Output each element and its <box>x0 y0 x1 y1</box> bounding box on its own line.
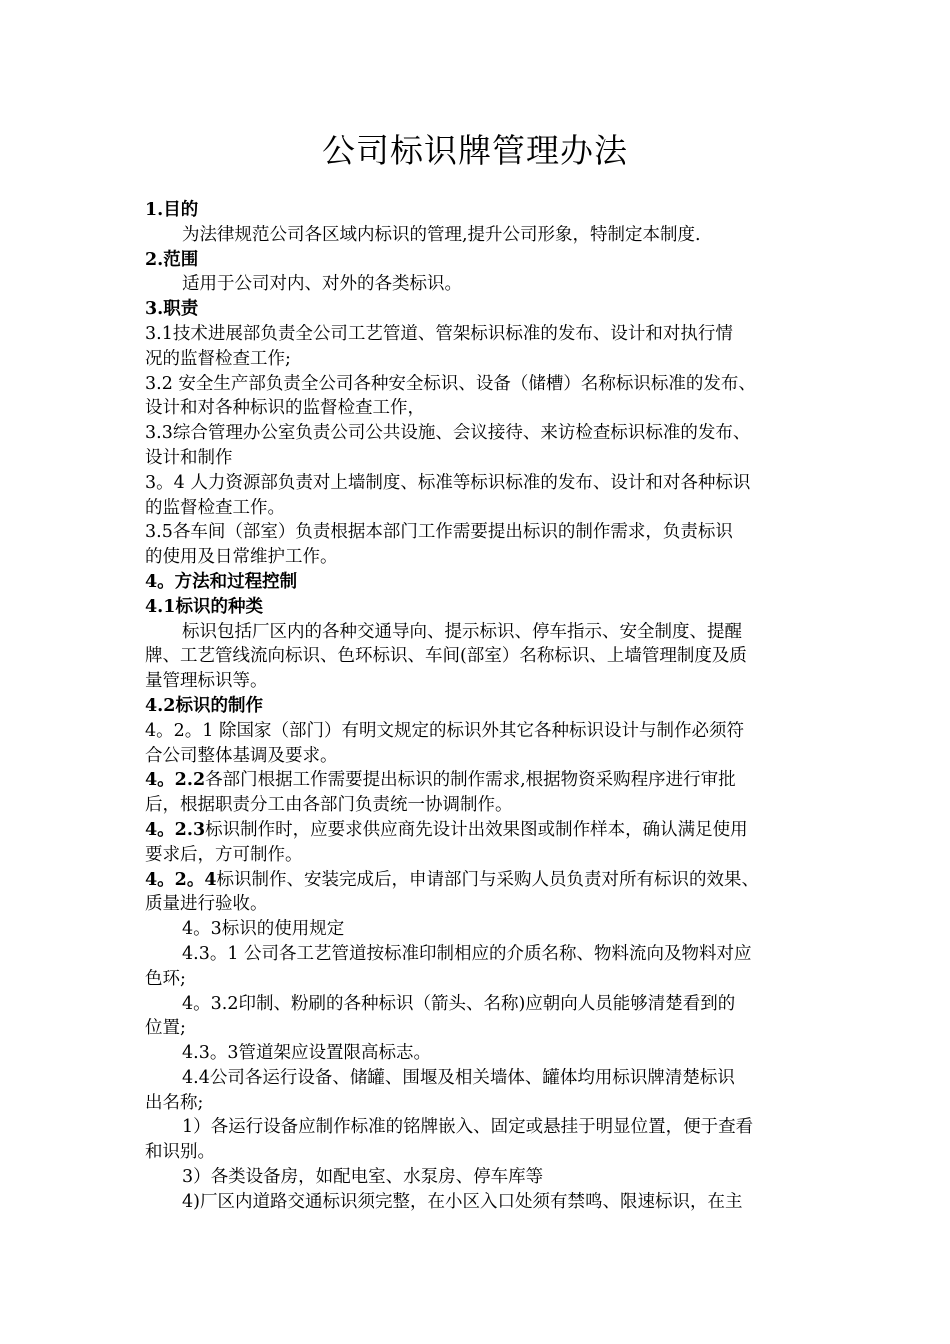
paragraph-line: 4.3。1 公司各工艺管道按标准印制相应的介质名称、物料流向及物料对应 <box>182 943 752 964</box>
section-heading-scope: 2.范围 <box>145 249 199 270</box>
paragraph-line: 4.3。3管道架应设置限高标志。 <box>182 1043 431 1064</box>
paragraph-line: 4。3标识的使用规定 <box>182 919 345 940</box>
paragraph-line: 3。4 人力资源部负责对上墙制度、标准等标识标准的发布、设计和对各种标识 <box>145 472 751 493</box>
paragraph-line: 牌、工艺管线流向标识、色环标识、车间(部室）名称标识、上墙管理制度及质 <box>145 646 747 667</box>
paragraph-line: 3.1技术进展部负责全公司工艺管道、管架标识标准的发布、设计和对执行情 <box>145 323 733 344</box>
paragraph-line: 3）各类设备房，如配电室、水泵房、停车库等 <box>182 1167 544 1188</box>
paragraph-line: 出名称; <box>145 1092 204 1113</box>
paragraph-line: 1）各运行设备应制作标准的铭牌嵌入、固定或悬挂于明显位置，便于查看 <box>182 1117 754 1138</box>
paragraph-line: 况的监督检查工作; <box>145 348 291 369</box>
clause-number: 4。2。4 <box>145 869 217 890</box>
subsection-heading-production: 4.2标识的制作 <box>145 695 263 716</box>
clause-number: 4。2.3 <box>145 819 206 840</box>
subsection-heading-types: 4.1标识的种类 <box>145 596 263 617</box>
paragraph-line: 4.4公司各运行设备、储罐、围堰及相关墙体、罐体均用标识牌清楚标识 <box>182 1067 735 1088</box>
paragraph-line: 3.5各车间（部室）负责根据本部门工作需要提出标识的制作需求，负责标识 <box>145 522 733 543</box>
paragraph-line: 标识包括厂区内的各种交通导向、提示标识、停车指示、安全制度、提醒 <box>182 621 742 642</box>
paragraph-line <box>145 768 810 793</box>
section-heading-responsibilities: 3.职责 <box>145 299 199 320</box>
paragraph-line: 和识别。 <box>145 1142 215 1163</box>
paragraph-line: 的监督检查工作。 <box>145 497 285 518</box>
paragraph-line: 为法律规范公司各区域内标识的管理,提升公司形象，特制定本制度. <box>182 224 701 245</box>
clause-text: 各部门根据工作需要提出标识的制作需求,根据物资采购程序进行审批 <box>205 770 736 791</box>
clause-text: 标识制作、安装完成后，申请部门与采购人员负责对所有标识的效果、 <box>216 869 760 890</box>
paragraph-line: 色环; <box>145 968 186 989</box>
paragraph-line: 3.3综合管理办公室负责公司公共设施、会议接待、来访检查标识标准的发布、 <box>145 423 751 444</box>
paragraph-line: 4)厂区内道路交通标识须完整，在小区入口处须有禁鸣、限速标识，在主 <box>182 1191 743 1212</box>
paragraph-line <box>145 868 810 893</box>
paragraph-line: 适用于公司对内、对外的各类标识。 <box>182 274 462 295</box>
clause-text: 标识制作时，应要求供应商先设计出效果图或制作样本，确认满足使用 <box>205 819 748 840</box>
paragraph-line <box>145 818 810 843</box>
paragraph-line: 设计和对各种标识的监督检查工作， <box>145 398 425 419</box>
paragraph-line: 4。3.2印制、粉刷的各种标识（箭头、名称)应朝向人员能够清楚看到的 <box>182 993 736 1014</box>
paragraph-line: 3.2 安全生产部负责全公司各种安全标识、设备（储槽）名称标识标准的发布、 <box>145 373 756 394</box>
paragraph-line: 要求后，方可制作。 <box>145 844 303 865</box>
paragraph-line: 位置; <box>145 1018 186 1039</box>
document-title: 公司标识牌管理办法 <box>322 131 628 170</box>
section-heading-purpose: 1.目的 <box>145 200 199 220</box>
paragraph-line: 4。2。1 除国家（部门）有明文规定的标识外其它各种标识设计与制作必须符 <box>145 720 744 741</box>
paragraph-line: 设计和制作 <box>145 447 233 468</box>
paragraph-line: 量管理标识等。 <box>145 671 268 692</box>
paragraph-line: 后，根据职责分工由各部门负责统一协调制作。 <box>145 795 513 816</box>
paragraph-line: 合公司整体基调及要求。 <box>145 745 338 766</box>
clause-number: 4。2.2 <box>145 770 206 791</box>
paragraph-line: 的使用及日常维护工作。 <box>145 547 338 568</box>
document-body <box>145 198 810 1215</box>
section-heading-methods: 4。方法和过程控制 <box>145 571 298 592</box>
paragraph-line: 质量进行验收。 <box>145 894 268 915</box>
